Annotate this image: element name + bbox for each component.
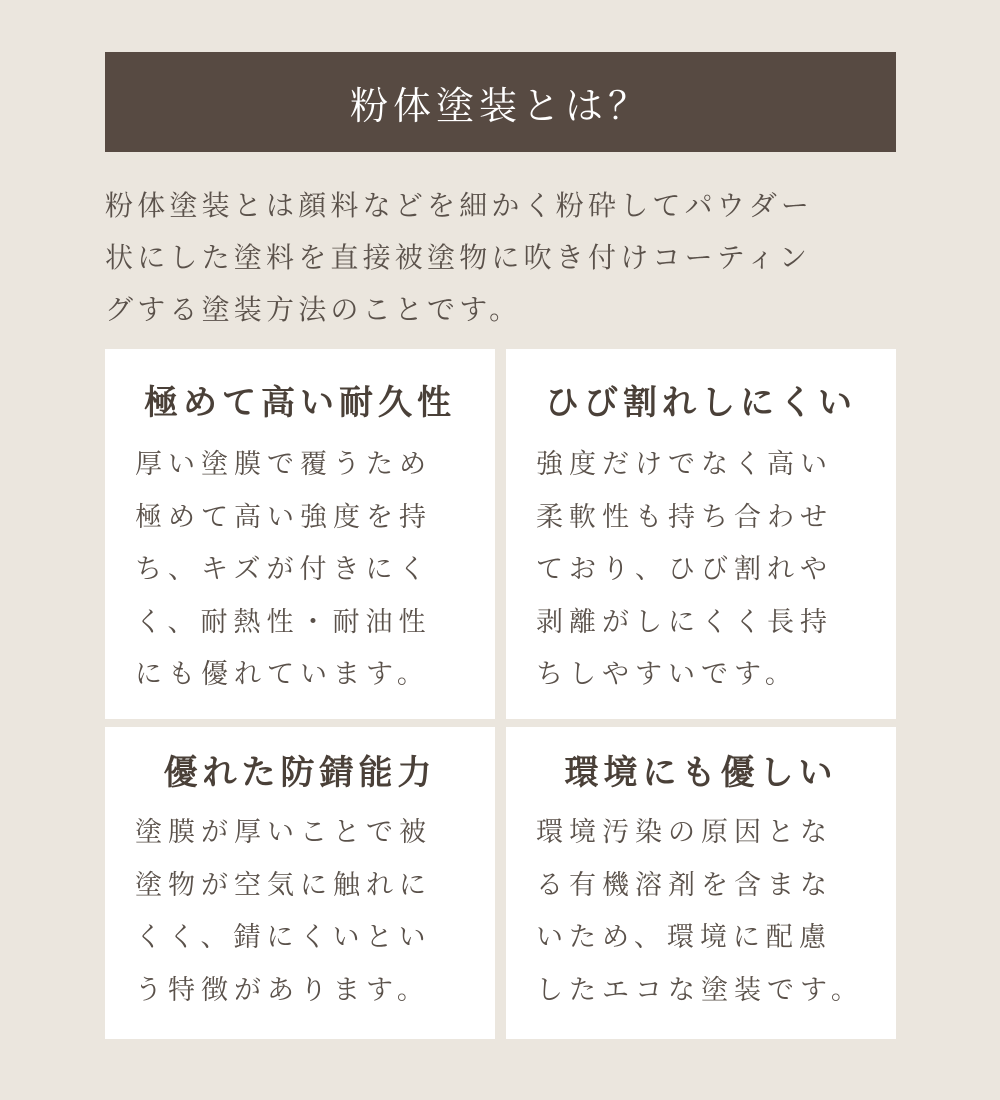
page-title: 粉体塗装とは？ (349, 83, 651, 128)
feature-card-body: 環境汚染の原因とな る有機溶剤を含まな いため、環境に配慮 したエコな塗装です。 (536, 817, 864, 1006)
feature-card-body: 厚い塗膜で覆うため 極めて高い強度を持 ち、キズが付きにく く、耐熱性・耐油性 にも優れています。 (135, 449, 432, 690)
feature-card-durability (105, 349, 495, 719)
feature-card-body: 強度だけでなく高い 柔軟性も持ち合わせ ており、ひび割れや 剥離がしにくく長持 ちしやすいです。 (536, 449, 833, 690)
feature-card-title: 極めて高い耐久性 (144, 383, 456, 423)
feature-card-crack-resistance (506, 349, 896, 719)
feature-card-eco-friendly (506, 727, 896, 1039)
feature-card-title: ひび割れしにくい (545, 383, 857, 423)
feature-card-rust-prevention (105, 727, 495, 1039)
feature-card-body: 塗膜が厚いことで被 塗物が空気に触れに くく、錆にくいとい う特徴があります。 (135, 817, 432, 1006)
feature-grid (105, 349, 896, 1039)
feature-card-title: 優れた防錆能力 (163, 753, 437, 793)
feature-card-title: 環境にも優しい (564, 753, 838, 793)
header-bar (105, 52, 896, 152)
intro-text: 粉体塗装とは顔料などを細かく粉砕してパウダー 状にした塗料を直接被塗物に吹き付けコーティン グする塗装方法のことです。 (105, 189, 814, 326)
